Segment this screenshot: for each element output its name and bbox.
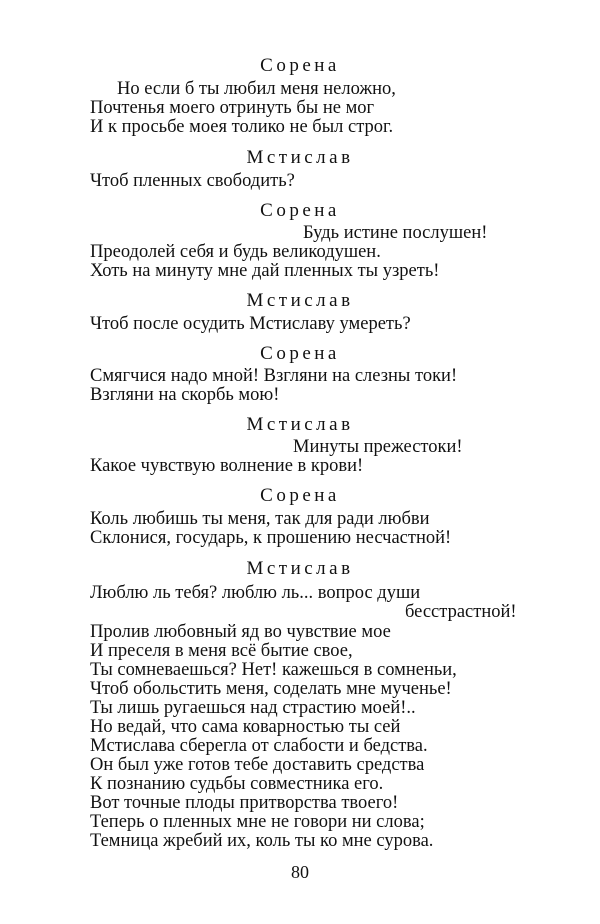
speaker-name: Мстислав (246, 290, 354, 311)
speaker-name: Сорена (260, 200, 340, 221)
verse-line: Склонися, государь, к прошению несчастной! (90, 528, 452, 548)
verse-line: Минуты прежестоки! (293, 437, 463, 457)
verse-line: Взгляни на скорбь мою! (90, 385, 280, 405)
verse-line: Темница жребий их, коль ты ко мне сурова. (90, 831, 434, 851)
verse-line: Но ведай, что сама коварностью ты сей (90, 717, 401, 737)
speaker-name: Мстислав (246, 147, 354, 168)
verse-line: Ты лишь ругаешься над страстию моей!.. (90, 698, 416, 718)
speaker-name: Сорена (260, 55, 340, 76)
verse-line: Теперь о пленных мне не говори ни слова; (90, 812, 425, 832)
verse-line: Хоть на минуту мне дай пленных ты узреть! (90, 261, 440, 281)
verse-line: Чтоб после осудить Мстиславу умереть? (90, 314, 411, 334)
verse-line: Мстислава сберегла от слабости и бедства. (90, 736, 428, 756)
verse-line: Преодолей себя и будь великодушен. (90, 242, 381, 262)
speaker-name: Мстислав (246, 414, 354, 435)
page-number: 80 (291, 862, 309, 882)
verse-line: Чтоб обольстить меня, соделать мне мученье! (90, 679, 452, 699)
verse-line: Почтенья моего отринуть бы не мог (90, 98, 375, 118)
verse-line: И к просьбе моея толико не был строг. (90, 117, 394, 137)
verse-line: Но если б ты любил меня неложно, (117, 79, 396, 99)
verse-line: Вот точные плоды притворства твоего! (90, 793, 399, 813)
verse-line: Чтоб пленных свободить? (90, 171, 295, 191)
speaker-name: Сорена (260, 485, 340, 506)
verse-line: Пролив любовный яд во чувствие мое (90, 622, 391, 642)
verse-line: Он был уже готов тебе доставить средства (90, 755, 425, 775)
verse-line: И преселя в меня всё бытие свое, (90, 641, 353, 661)
verse-line: Люблю ль тебя? люблю ль... вопрос души (90, 583, 421, 603)
verse-line: К познанию судьбы совместника его. (90, 774, 384, 794)
verse-line: бесстрастной! (405, 602, 517, 622)
speaker-name: Мстислав (246, 558, 354, 579)
verse-line: Какое чувствую волнение в крови! (90, 456, 364, 476)
speaker-name: Сорена (260, 343, 340, 364)
verse-line: Смягчися надо мной! Взгляни на слезны токи! (90, 366, 458, 386)
verse-line: Будь истине послушен! (303, 223, 488, 243)
verse-line: Ты сомневаешься? Нет! кажешься в сомненьи, (90, 660, 457, 680)
verse-line: Коль любишь ты меня, так для ради любви (90, 509, 430, 529)
